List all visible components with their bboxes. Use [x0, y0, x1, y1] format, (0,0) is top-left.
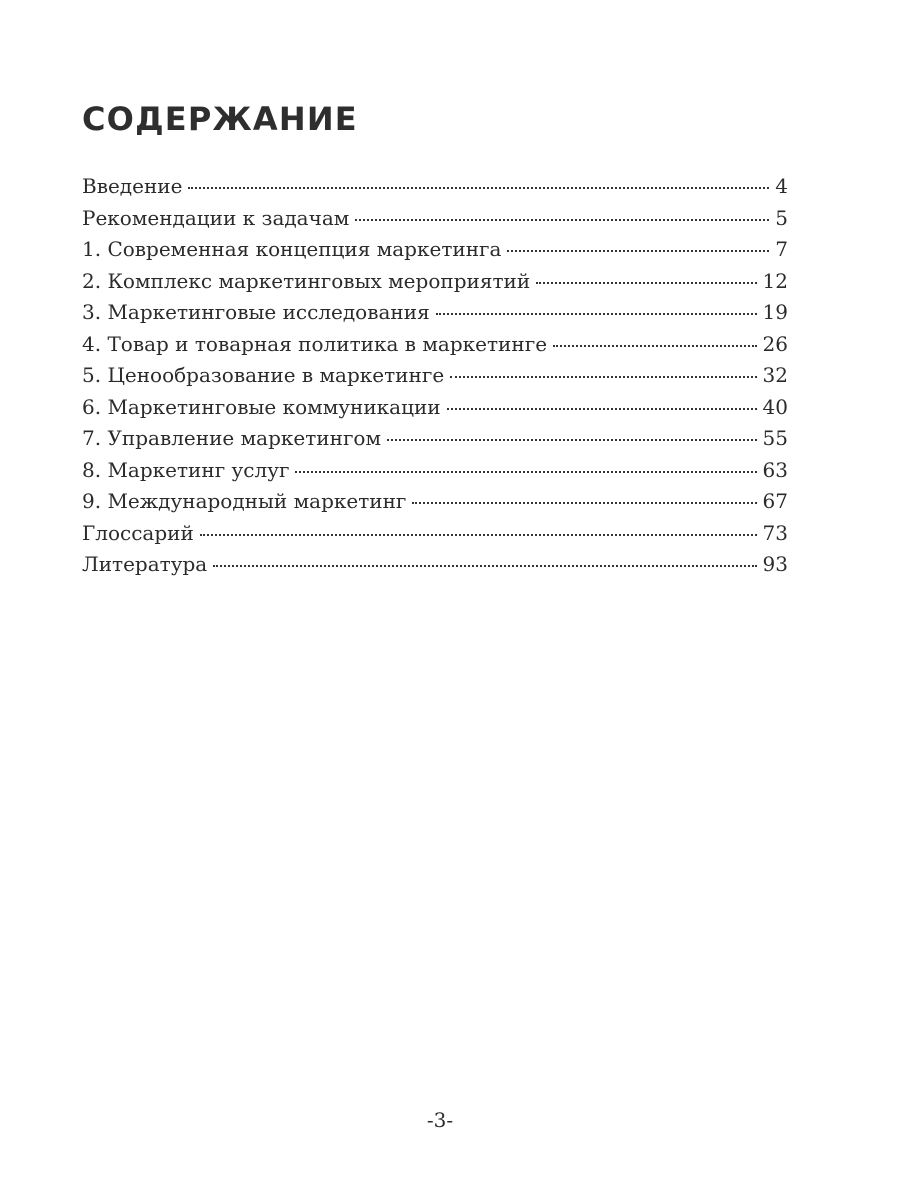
toc-entry-title: 9. Международный маркетинг [82, 489, 407, 513]
toc-entry-title: Литература [82, 552, 208, 576]
toc-entry-page: 7 [775, 237, 788, 261]
toc-entry-title: 8. Маркетинг услуг [82, 457, 290, 482]
dot-leader [436, 313, 757, 315]
toc-entry-title: 3. Маркетинговые исследования [82, 300, 430, 324]
toc-entry-title: 4. Товар и товарная политика в маркетинге [82, 331, 548, 356]
dot-leader [507, 250, 769, 252]
table-of-contents [82, 171, 788, 581]
dot-leader [295, 471, 756, 473]
toc-entry-page: 93 [762, 552, 788, 576]
dot-leader [412, 502, 756, 504]
toc-entry [82, 297, 788, 329]
dot-leader [450, 376, 756, 378]
toc-entry [82, 486, 788, 518]
dot-leader [200, 534, 757, 536]
toc-entry-title: 2. Комплекс маркетинговых мероприятий [82, 268, 531, 293]
toc-entry [82, 234, 788, 266]
toc-entry-page: 73 [762, 520, 788, 545]
toc-entry [82, 266, 788, 298]
page-title: СОДЕРЖАНИЕ [82, 100, 358, 138]
toc-entry-title: 7. Управление маркетингом [82, 426, 382, 450]
toc-entry-title: Глоссарий [82, 520, 194, 545]
dot-leader [447, 408, 757, 410]
toc-entry [82, 203, 788, 235]
dot-leader [355, 219, 769, 221]
toc-entry [82, 360, 788, 392]
toc-entry-page: 26 [762, 331, 788, 356]
toc-entry-page: 55 [762, 426, 788, 450]
toc-entry-page: 63 [762, 457, 788, 482]
dot-leader [553, 345, 757, 347]
toc-entry [82, 329, 788, 361]
toc-entry-page: 12 [762, 268, 788, 293]
toc-entry [82, 171, 788, 203]
toc-entry [82, 455, 788, 487]
dot-leader [387, 439, 757, 441]
toc-entry-page: 19 [762, 300, 788, 324]
toc-entry-page: 5 [775, 205, 788, 230]
toc-entry-title: 5. Ценообразование в маркетинге [82, 363, 445, 387]
toc-entry-page: 67 [762, 489, 788, 513]
toc-entry-title: Рекомендации к задачам [82, 205, 350, 230]
toc-entry-page: 40 [762, 394, 788, 419]
toc-entry-page: 4 [775, 174, 788, 198]
dot-leader [188, 187, 769, 189]
page-number: -3- [426, 1108, 454, 1132]
toc-entry-title: 1. Современная концепция маркетинга [82, 237, 502, 261]
toc-entry [82, 549, 788, 581]
dot-leader [213, 565, 756, 567]
toc-entry [82, 423, 788, 455]
dot-leader [536, 282, 756, 284]
toc-entry-page: 32 [762, 363, 788, 387]
toc-entry [82, 518, 788, 550]
toc-entry [82, 392, 788, 424]
toc-entry-title: Введение [82, 174, 183, 198]
toc-entry-title: 6. Маркетинговые коммуникации [82, 394, 441, 419]
